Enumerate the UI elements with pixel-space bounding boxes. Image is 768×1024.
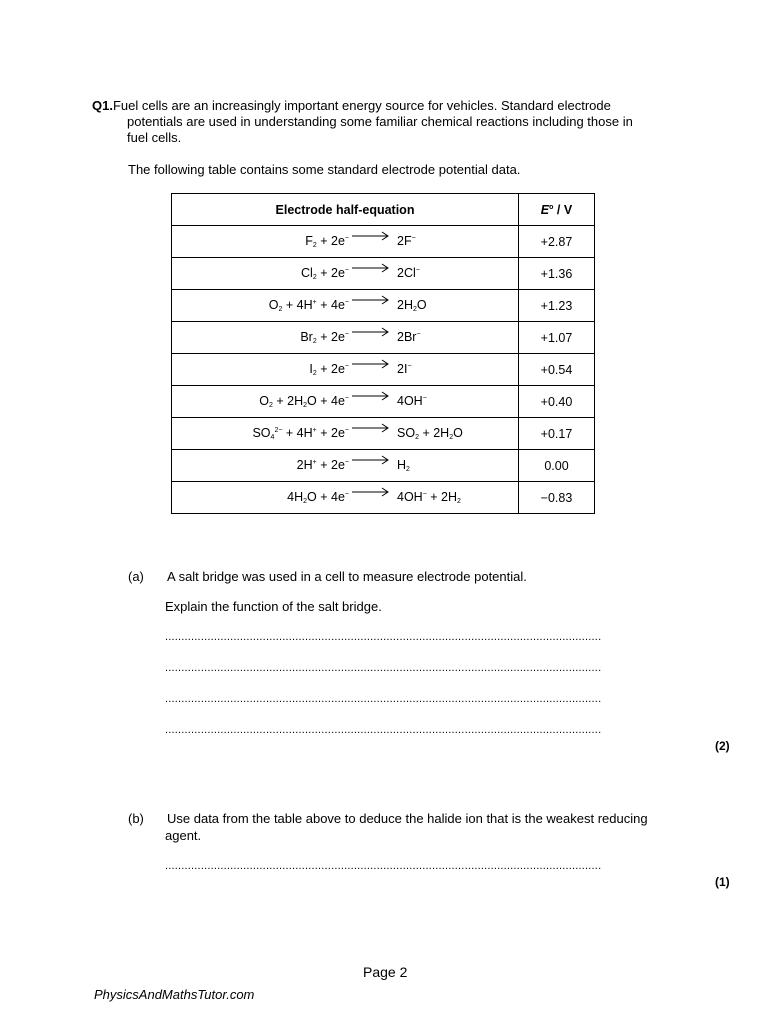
table-row [172,258,595,290]
half-equation-cell: $Cl_2 + 2e^-$ 2Cl− [172,258,519,290]
potential-value: +2.87 [519,226,595,258]
header-equation: Electrode half-equation [172,194,519,226]
site-name: PhysicsAndMathsTutor.com [94,987,255,1002]
reaction-arrow-icon [351,294,391,306]
potential-value: +0.40 [519,386,595,418]
intro-line-2: potentials are used in understanding some familiar chemical reactions including those in [127,114,633,129]
potential-value: +1.07 [519,322,595,354]
potential-value: 0.00 [519,450,595,482]
answer-line[interactable]: ...................................................................................................................................... [165,632,602,642]
electrode-potential-table [171,193,595,514]
table-row [172,226,595,258]
table-row [172,386,595,418]
half-equation-cell: $SO_4^{2-} + 4H^+ + 2e^-$ $SO_2 + 2H_2O$ [172,418,519,450]
half-equation-cell: $4H_2O + 4e^-$ $4OH^- + 2H_2$ [172,482,519,514]
potential-value: +1.23 [519,290,595,322]
half-equation-cell: $F_2 + 2e^-$ 2F− [172,226,519,258]
table-header-row [172,194,595,226]
table-row [172,482,595,514]
half-equation-cell: $O_2 + 4H^+ + 4e^-$ $2H_2O$ [172,290,519,322]
part-a-text: A salt bridge was used in a cell to measure electrode potential. [167,569,527,584]
half-equation-cell: $I_2 + 2e^-$ 2I− [172,354,519,386]
page-number: Page 2 [363,964,408,980]
header-potential: $E^o$ / V [519,194,595,226]
table-row [172,418,595,450]
part-a-marks: (2) [715,739,730,753]
half-equation-cell: $O_2 + 2H_2O + 4e^-$ 4OH− [172,386,519,418]
reaction-arrow-icon [351,230,391,242]
answer-line[interactable]: ...................................................................................................................................... [165,725,602,735]
table-row [172,450,595,482]
reaction-arrow-icon [351,422,391,434]
answer-line[interactable]: ...................................................................................................................................... [165,861,602,871]
part-b-text-2: agent. [165,828,202,843]
reaction-arrow-icon [351,454,391,466]
part-a-prompt: Explain the function of the salt bridge. [165,599,382,614]
half-equation-cell: 2H+ + 2e− $H_2$ [172,450,519,482]
answer-line[interactable]: ...................................................................................................................................... [165,694,602,704]
reaction-arrow-icon [351,262,391,274]
reaction-arrow-icon [351,390,391,402]
half-equation-cell: $Br_2 + 2e^-$ 2Br− [172,322,519,354]
potential-value: +0.17 [519,418,595,450]
potential-value: +1.36 [519,258,595,290]
table-row [172,354,595,386]
table-row [172,290,595,322]
reaction-arrow-icon [351,326,391,338]
question-number: Q1. [92,98,113,113]
table-row [172,322,595,354]
intro-line-3: fuel cells. [127,130,182,145]
potential-value: +0.54 [519,354,595,386]
part-b-label: (b) [128,811,144,826]
answer-line[interactable]: ...................................................................................................................................... [165,663,602,673]
part-b-text-1: Use data from the table above to deduce the halide ion that is the weakest reducing [167,811,648,826]
intro-line-1: Fuel cells are an increasingly important energy source for vehicles. Standard electrode [112,98,611,113]
reaction-arrow-icon [351,486,391,498]
table-lead-text: The following table contains some standard electrode potential data. [128,162,521,177]
question-intro [92,98,702,146]
potential-value: −0.83 [519,482,595,514]
part-b-marks: (1) [715,875,730,889]
part-a-label: (a) [128,569,144,584]
reaction-arrow-icon [351,358,391,370]
